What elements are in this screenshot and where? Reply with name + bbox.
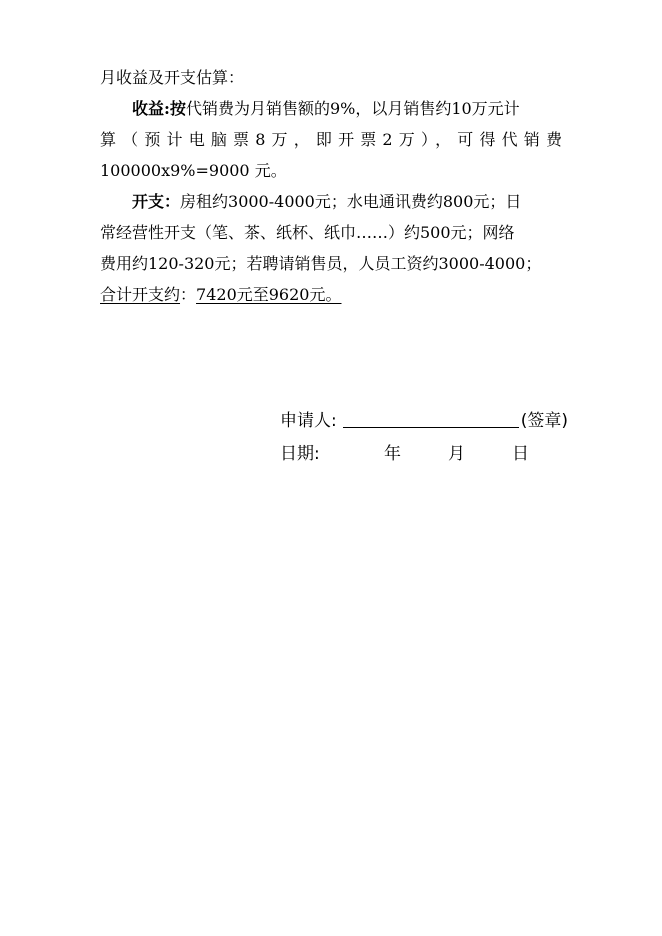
expense-total-value: 7420元至9620元。 [196,285,342,304]
estimate-text [100,62,562,310]
date-day: 日 [512,444,529,464]
income-label: 收益: [132,99,170,118]
expense-text-1: 房租约3000-4000元；水电通讯费约800元；日 [180,192,522,211]
date-year: 年 [384,444,401,464]
applicant-row [280,405,580,438]
expense-label: 开支： [132,192,181,211]
expense-line-3: 费用约120-320元；若聘请销售员，人员工资约3000-4000； [100,254,542,273]
date-row [280,438,580,471]
expense-line-1 [100,186,562,217]
income-line-3: 100000x9%=9000 元。 [100,161,287,180]
date-label: 日期: [280,444,320,464]
seal-label: (签章) [520,411,568,431]
signature-block [280,405,580,471]
estimate-heading: 月收益及开支估算： [100,68,245,87]
income-line-1 [100,93,562,124]
expense-line-2: 常经营性开支（笔、茶、纸杯、纸巾……）约500元；网络 [100,223,515,242]
expense-total-label: 合计开支约 [100,285,181,304]
signature-line [343,407,519,428]
date-month: 月 [448,444,465,464]
income-bold-word: 按 [169,99,186,118]
expense-total-line [100,279,562,310]
income-line-2: 算（预计电脑票8万，即开票2万），可得代销费 [100,130,562,149]
expense-total-separator: ： [180,285,197,304]
applicant-label: 申请人: [280,411,337,431]
income-text-1: 代销费为月销售额的9%，以月销售约10万元计 [185,99,520,118]
